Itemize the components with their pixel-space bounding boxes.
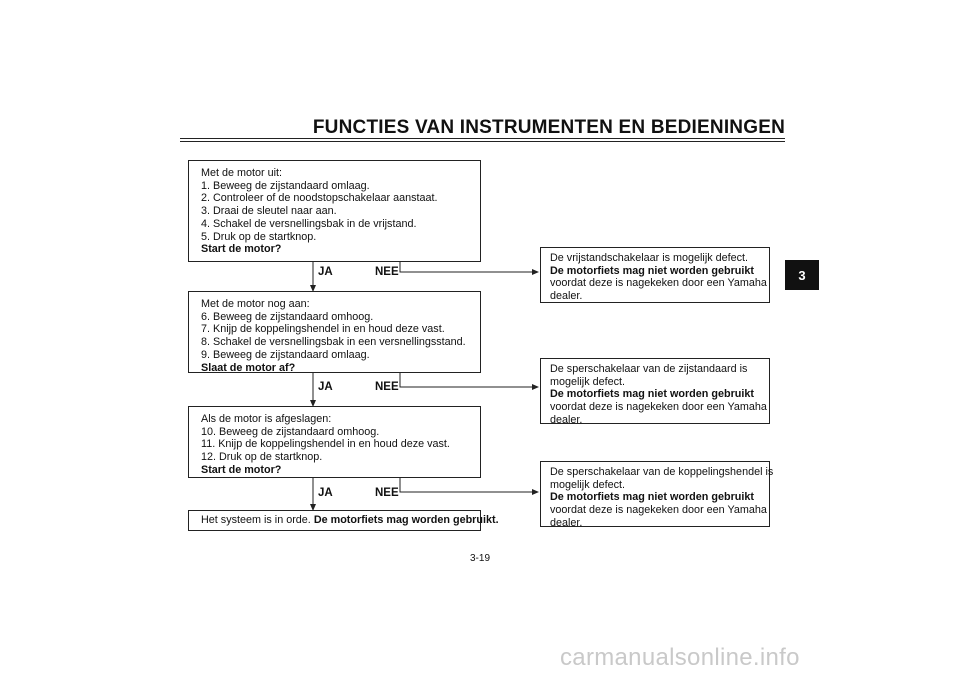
no-result-box-1 bbox=[540, 247, 770, 303]
right2-line: mogelijk defect. bbox=[550, 375, 626, 388]
box3-line: 11. Knijp de koppelingshendel in en houd deze vast. bbox=[201, 438, 450, 451]
yes-label-1: JA bbox=[318, 266, 333, 278]
box1-line: 3. Draai de sleutel naar aan. bbox=[201, 205, 337, 218]
right2-line: dealer. bbox=[550, 413, 583, 426]
right2-line: De sperschakelaar van de zijstandaard is bbox=[550, 363, 748, 375]
right3-warning: De motorfiets mag niet worden gebruikt bbox=[550, 491, 754, 504]
no-arrowhead-3 bbox=[532, 489, 539, 495]
box2-line: 8. Schakel de versnellingsbak in een versnellingsstand. bbox=[201, 336, 466, 349]
box3-line: 12. Druk op de startknop. bbox=[201, 451, 323, 464]
box3-line: 10. Beweeg de zijstandaard omhoog. bbox=[201, 425, 380, 438]
step-box-3 bbox=[188, 406, 481, 478]
yes-label-3: JA bbox=[318, 487, 333, 499]
box1-line: 4. Schakel de versnellingsbak in de vrijstand. bbox=[201, 217, 417, 230]
box1-line: 2. Controleer of de noodstopschakelaar aanstaat. bbox=[201, 192, 438, 205]
no-connector-3 bbox=[400, 478, 533, 492]
no-arrowhead-2 bbox=[532, 384, 539, 390]
box1-line: Met de motor uit: bbox=[201, 167, 283, 179]
box2-line: 7. Knijp de koppelingshendel in en houd deze vast. bbox=[201, 323, 445, 336]
no-connector-1 bbox=[400, 262, 533, 272]
box2-question: Slaat de motor af? bbox=[201, 361, 296, 374]
box1-question: Start de motor? bbox=[201, 243, 282, 256]
watermark: carmanualsonline.info bbox=[560, 644, 800, 671]
right3-line: voordat deze is nagekeken door een Yamaha bbox=[550, 504, 767, 517]
right3-line: dealer. bbox=[550, 516, 583, 529]
no-arrowhead-1 bbox=[532, 269, 539, 275]
box3-question: Start de motor? bbox=[201, 463, 282, 476]
no-label-2: NEE bbox=[375, 381, 399, 393]
result-bold: De motorfiets mag worden gebruikt. bbox=[313, 514, 499, 526]
box1-line: 5. Druk op de startknop. bbox=[201, 230, 317, 243]
no-connector-2 bbox=[400, 373, 533, 387]
right1-line: voordat deze is nagekeken door een Yamaha bbox=[550, 277, 767, 290]
result-text bbox=[201, 514, 499, 527]
box1-line: 1. Beweeg de zijstandaard omlaag. bbox=[201, 179, 370, 192]
box3-line: Als de motor is afgeslagen: bbox=[201, 413, 332, 425]
right1-line: De vrijstandschakelaar is mogelijk defect. bbox=[550, 252, 749, 264]
box2-line: Met de motor nog aan: bbox=[201, 298, 310, 310]
chapter-tab: 3 bbox=[785, 260, 819, 290]
box2-line: 9. Beweeg de zijstandaard omlaag. bbox=[201, 348, 370, 361]
result-normal: Het systeem is in orde. bbox=[201, 514, 314, 526]
no-label-3: NEE bbox=[375, 487, 399, 499]
right1-line: dealer. bbox=[550, 290, 583, 303]
no-result-box-3 bbox=[540, 461, 774, 529]
no-label-1: NEE bbox=[375, 266, 399, 278]
page-number: 3-19 bbox=[469, 553, 490, 564]
right3-line: De sperschakelaar van de koppelingshendel is bbox=[550, 466, 774, 478]
right1-warning: De motorfiets mag niet worden gebruikt bbox=[550, 264, 754, 277]
step-box-2 bbox=[188, 291, 481, 373]
box2-line: 6. Beweeg de zijstandaard omhoog. bbox=[201, 310, 374, 323]
right2-line: voordat deze is nagekeken door een Yamaha bbox=[550, 401, 767, 414]
result-box bbox=[188, 510, 499, 531]
right3-line: mogelijk defect. bbox=[550, 478, 626, 491]
right2-warning: De motorfiets mag niet worden gebruikt bbox=[550, 388, 754, 401]
yes-label-2: JA bbox=[318, 381, 333, 393]
no-result-box-2 bbox=[540, 358, 770, 424]
page-title: FUNCTIES VAN INSTRUMENTEN EN BEDIENINGEN bbox=[312, 117, 785, 138]
step-box-1 bbox=[188, 160, 481, 262]
